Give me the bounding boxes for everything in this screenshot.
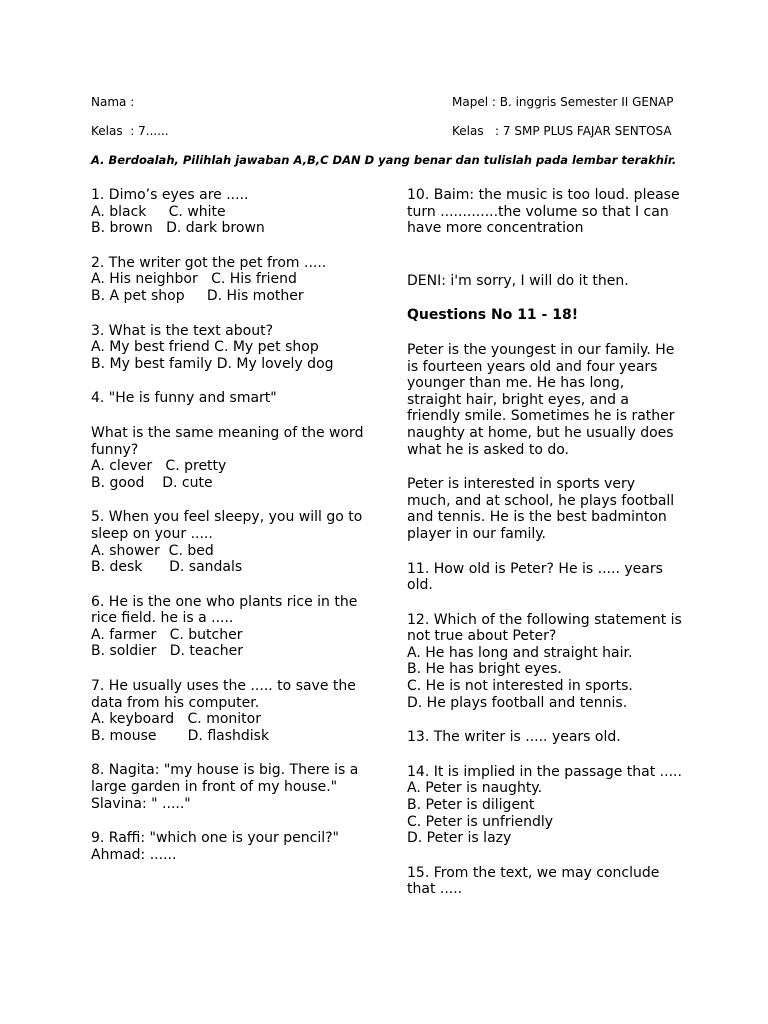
option-line: A. My best friend C. My pet shop <box>91 339 319 356</box>
option-line: A. black C. white <box>91 203 226 220</box>
question-line: What is the same meaning of the word <box>91 424 364 441</box>
question-line: 7. He usually uses the ..... to save the <box>91 678 356 695</box>
right-column <box>407 187 707 916</box>
option-line: B. soldier D. teacher <box>91 643 244 660</box>
option-line: B. My best family D. My lovely dog <box>91 355 334 372</box>
option-line: B. Peter is diligent <box>407 797 535 814</box>
reading-paragraph-1 <box>407 342 707 458</box>
option-line: A. His neighbor C. His friend <box>91 271 297 288</box>
question-line: 9. Raffi: "which one is your pencil?" <box>91 830 339 847</box>
paragraph-line: what he is asked to do. <box>407 441 570 458</box>
instruction-text: A. Berdoalah, Pilihlah jawaban A,B,C DAN D yang benar dan tulislah pada lembar terakhir. <box>91 153 677 167</box>
option-line: A. shower C. bed <box>91 542 214 559</box>
question-line: data from his computer. <box>91 694 260 711</box>
question-line: large garden in front of my house." <box>91 779 338 796</box>
question-line: not true about Peter? <box>407 628 557 645</box>
question-line: 12. Which of the following statement is <box>407 611 682 628</box>
question-3 <box>91 323 391 373</box>
option-line: B. desk D. sandals <box>91 559 243 576</box>
question-8 <box>91 762 391 812</box>
dialogue-line: DENI: i'm sorry, I will do it then. <box>407 272 629 289</box>
question-line: 13. The writer is ..... years old. <box>407 729 621 746</box>
question-line: 5. When you feel sleepy, you will go to <box>91 509 363 526</box>
question-12 <box>407 612 707 712</box>
spacer <box>407 255 707 273</box>
question-1 <box>91 187 391 237</box>
dialogue-deni <box>407 273 707 290</box>
paragraph-line: straight hair, bright eyes, and a <box>407 391 630 408</box>
left-column <box>91 187 391 881</box>
paragraph-line: and tennis. He is the best badminton <box>407 509 667 526</box>
question-14 <box>407 764 707 847</box>
question-line: 6. He is the one who plants rice in the <box>91 593 358 610</box>
name-field-label: Nama : <box>91 95 135 109</box>
question-line: 10. Baim: the music is too loud. please <box>407 187 680 203</box>
question-line: 1. Dimo’s eyes are ..... <box>91 187 249 203</box>
question-9 <box>91 830 391 863</box>
paragraph-line: Peter is the youngest in our family. He <box>407 341 675 358</box>
question-line: 11. How old is Peter? He is ..... years <box>407 560 663 577</box>
paragraph-line: much, and at school, he plays football <box>407 492 675 509</box>
question-line: 15. From the text, we may conclude <box>407 864 660 881</box>
question-10 <box>407 187 707 237</box>
subject-label: Mapel : B. inggris Semester II GENAP <box>452 95 674 109</box>
paragraph-line: Peter is interested in sports very <box>407 476 636 493</box>
option-line: D. He plays football and tennis. <box>407 694 628 711</box>
question-line: funny? <box>91 441 139 458</box>
option-line: B. mouse D. flashdisk <box>91 727 270 744</box>
question-5 <box>91 509 391 575</box>
option-line: B. good D. cute <box>91 474 213 491</box>
reading-paragraph-2 <box>407 476 707 542</box>
option-line: C. He is not interested in sports. <box>407 678 633 695</box>
question-line: 8. Nagita: "my house is big. There is a <box>91 762 359 779</box>
option-line: A. farmer C. butcher <box>91 626 243 643</box>
question-line: 4. "He is funny and smart" <box>91 390 277 407</box>
paragraph-line: is fourteen years old and four years <box>407 358 658 375</box>
question-7 <box>91 678 391 744</box>
option-line: A. clever C. pretty <box>91 458 227 475</box>
question-line: turn .............the volume so that I can <box>407 203 669 220</box>
paragraph-line: friendly smile. Sometimes he is rather <box>407 408 675 425</box>
question-line: that ..... <box>407 881 463 898</box>
question-line: have more concentration <box>407 220 584 237</box>
question-2 <box>91 255 391 305</box>
option-line: B. He has bright eyes. <box>407 661 562 678</box>
question-6 <box>91 594 391 660</box>
question-13 <box>407 729 707 746</box>
option-line: B. A pet shop D. His mother <box>91 287 304 304</box>
question-line: 14. It is implied in the passage that ..... <box>407 763 682 780</box>
class-field-label: Kelas : 7...... <box>91 124 169 138</box>
option-line: C. Peter is unfriendly <box>407 813 554 830</box>
question-line: old. <box>407 577 433 594</box>
question-line: 3. What is the text about? <box>91 322 274 339</box>
question-4 <box>91 390 391 407</box>
section-title: Questions No 11 - 18! <box>407 307 579 324</box>
option-line: A. keyboard C. monitor <box>91 711 261 728</box>
class-school-label: Kelas : 7 SMP PLUS FAJAR SENTOSA <box>452 124 672 138</box>
paragraph-line: naughty at home, but he usually does <box>407 424 674 441</box>
paragraph-line: younger than me. He has long, <box>407 375 625 392</box>
option-line: A. He has long and straight hair. <box>407 644 633 661</box>
paragraph-line: player in our family. <box>407 525 546 542</box>
question-line: Ahmad: ...... <box>91 846 177 863</box>
question-line: rice field. he is a ..... <box>91 610 234 627</box>
option-line: A. Peter is naughty. <box>407 780 543 797</box>
question-4-prompt <box>91 425 391 491</box>
question-11 <box>407 561 707 594</box>
question-line: 2. The writer got the pet from ..... <box>91 254 327 271</box>
option-line: D. Peter is lazy <box>407 830 512 847</box>
question-15 <box>407 865 707 898</box>
question-line: sleep on your ..... <box>91 525 213 542</box>
question-line: Slavina: " ....." <box>91 795 191 812</box>
option-line: B. brown D. dark brown <box>91 220 265 237</box>
